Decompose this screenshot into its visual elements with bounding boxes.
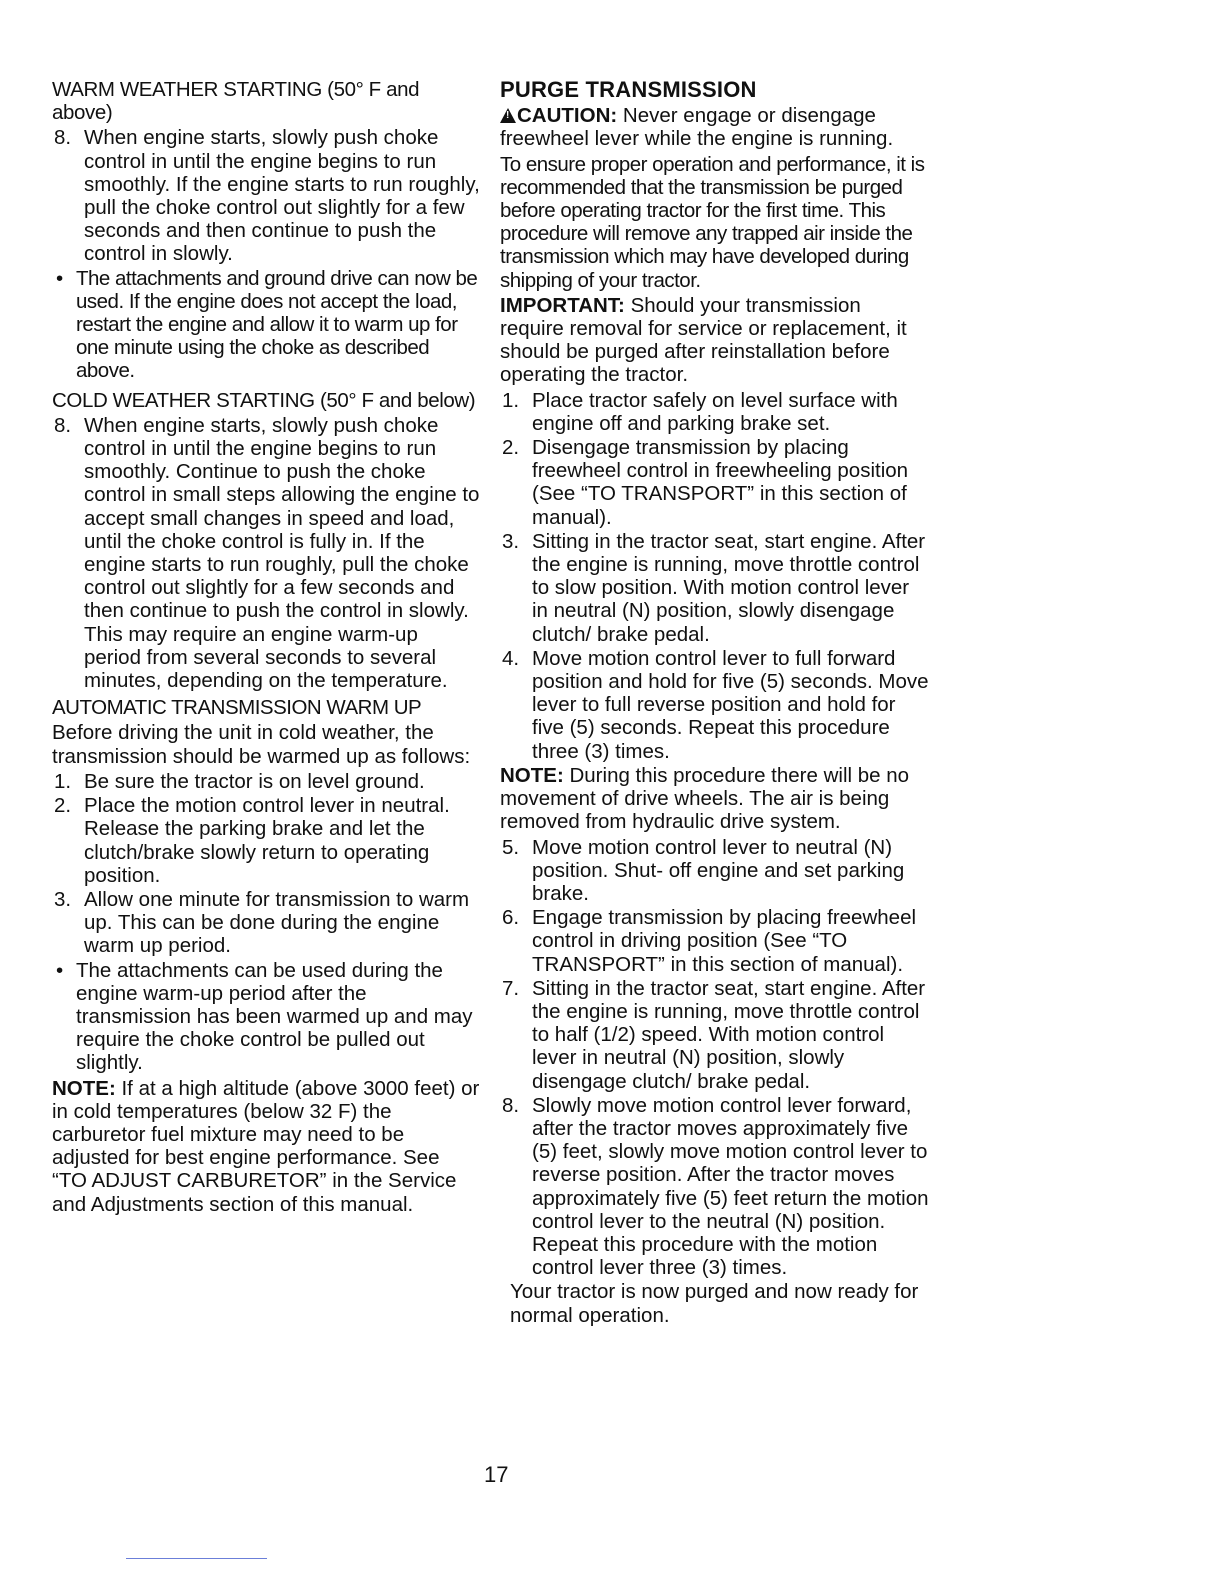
cold-step-8 xyxy=(52,414,480,692)
bullet-dot: • xyxy=(56,266,63,290)
purge-note xyxy=(500,764,930,834)
step-text: When engine starts, slowly push choke control in until the engine begins to run smoothly. If the engine starts to run roughly, pull the choke control out slightly for a few seconds and then continue to push the control in slowly. xyxy=(84,126,480,266)
step-number: 8. xyxy=(54,413,72,437)
step-text: Move motion control lever to full forward position and hold for five (5) seconds. Move lever to full reverse position and hold for five (5) seconds. Repeat this procedure three (3) times. xyxy=(532,646,929,763)
purge-step xyxy=(500,647,930,763)
step-number: 1. xyxy=(54,769,72,793)
step-text: When engine starts, slowly push choke control in until the engine begins to run smoothly. Continue to push the choke control in small steps allowing the engine to accept small changes in speed and load, until the choke control is fully in. If the engine starts to run roughly, pull the choke control out slightly for a few seconds and then continue to push the control in slowly. This may require an engine warm-up period from several seconds to several minutes, depending on the temperature. xyxy=(84,413,480,693)
step-number: 2. xyxy=(502,436,520,460)
left-note xyxy=(52,1077,480,1216)
bullet-dot: • xyxy=(56,958,64,982)
step-text: Disengage transmission by placing freewheel control in freewheeling position (See “TO TRANSPORT” in this section of manual). xyxy=(532,436,909,529)
purge-step xyxy=(500,436,930,529)
step-text: Sitting in the tractor seat, start engine. After the engine is running, move throttle control to half (1/2) speed. With motion control lever in neutral (N) position, slowly disengage clutch/ brake pedal. xyxy=(532,976,926,1093)
step-number: 7. xyxy=(502,976,520,1000)
step-text: Be sure the tractor is on level ground. xyxy=(84,769,425,793)
important-label: IMPORTANT: xyxy=(500,293,625,317)
step-number: 8. xyxy=(502,1093,520,1117)
auto-intro: Before driving the unit in cold weather, the transmission should be warmed up as follows: xyxy=(52,721,471,768)
step-text: Place tractor safely on level surface with engine off and parking brake set. xyxy=(532,388,898,435)
purge-step xyxy=(500,389,930,435)
purge-step xyxy=(500,530,930,646)
step-text: Move motion control lever to neutral (N) position. Shut- off engine and set parking brake. xyxy=(532,835,905,905)
page-number: 17 xyxy=(484,1462,509,1487)
step-text: Allow one minute for transmission to warm up. This can be done during the engine warm up period. xyxy=(84,887,470,958)
purge-step xyxy=(500,1094,930,1280)
step-text: Slowly move motion control lever forward, after the tractor moves approximately five (5) feet, slowly move motion control lever to reverse position. After the tractor moves approximately five (5) feet return the motion control lever to the neutral (N) position. Repeat this procedure with the motion control lever three (3) times. xyxy=(532,1093,929,1280)
caution-paragraph xyxy=(500,104,930,150)
step-text: Place the motion control lever in neutral. Release the parking brake and let the clutch/brake slowly return to operating position. xyxy=(84,794,450,887)
step-number: 5. xyxy=(502,835,520,859)
important-text: Should your transmission require removal for service or replacement, it should be purged after reinstallation before operating the tractor. xyxy=(500,293,907,387)
step-number: 6. xyxy=(502,906,520,930)
step-number: 8. xyxy=(54,126,72,150)
note-label: NOTE: xyxy=(52,1076,116,1100)
left-column xyxy=(52,78,480,1218)
note-text: If at a high altitude (above 3000 feet) or in cold temperatures (below 32 F) the carburetor fuel mixture may need to be adjusted for best engine performance. See “TO ADJUST CARBURETOR” in the Service and Adjustments section of this manual. xyxy=(52,1076,480,1216)
footer-rule xyxy=(126,1558,267,1559)
important-paragraph xyxy=(500,294,930,387)
purge-intro: To ensure proper operation and performance, it is recommended that the transmission be purged before operating tractor for the first time. This procedure will remove any trapped air inside the transmission which may have developed during shipping of your tractor. xyxy=(500,152,925,292)
purge-transmission-title: PURGE TRANSMISSION xyxy=(500,77,757,102)
bullet-text: The attachments can be used during the engine warm-up period after the transmission has been warmed up and may require the choke control be pulled out slightly. xyxy=(76,958,473,1075)
step-number: 2. xyxy=(54,794,72,818)
step-text: Sitting in the tractor seat, start engine. After the engine is running, move throttle control to slow position. With motion control lever in neutral (N) position, slowly disengage clutch/ brake pedal. xyxy=(532,529,926,646)
step-number: 3. xyxy=(54,887,72,911)
auto-step xyxy=(52,794,480,887)
warning-triangle-icon xyxy=(500,108,516,123)
purge-step xyxy=(500,836,930,906)
auto-step xyxy=(52,770,480,793)
caution-text: Never engage or disengage freewheel lever while the engine is running. xyxy=(500,104,894,151)
warm-step-8 xyxy=(52,126,480,265)
purge-step xyxy=(500,977,930,1093)
warm-bullet xyxy=(52,267,480,383)
bullet-text: The attachments and ground drive can now be used. If the engine does not accept the load, restart the engine and allow it to warm up for one minute using the choke as described above. xyxy=(76,266,478,383)
note-label: NOTE: xyxy=(500,763,564,787)
right-column xyxy=(500,78,930,1329)
step-number: 3. xyxy=(502,529,520,553)
auto-bullet xyxy=(52,959,480,1075)
step-number: 1. xyxy=(502,388,520,412)
purge-step xyxy=(500,906,930,976)
note-text: During this procedure there will be no movement of drive wheels. The air is being removed from hydraulic drive system. xyxy=(500,763,910,834)
step-number: 4. xyxy=(502,646,520,670)
purge-closing: Your tractor is now purged and now ready for normal operation. xyxy=(510,1280,919,1327)
auto-step xyxy=(52,888,480,958)
cold-weather-heading: COLD WEATHER STARTING (50° F and below) xyxy=(52,388,476,412)
step-text: Engage transmission by placing freewheel control in driving position (See “TO TRANSPORT” in this section of manual). xyxy=(532,906,917,976)
auto-transmission-heading: AUTOMATIC TRANSMISSION WARM UP xyxy=(52,696,422,720)
caution-label: CAUTION: xyxy=(517,104,618,128)
warm-weather-heading: WARM WEATHER STARTING (50° F and above) xyxy=(52,78,420,125)
